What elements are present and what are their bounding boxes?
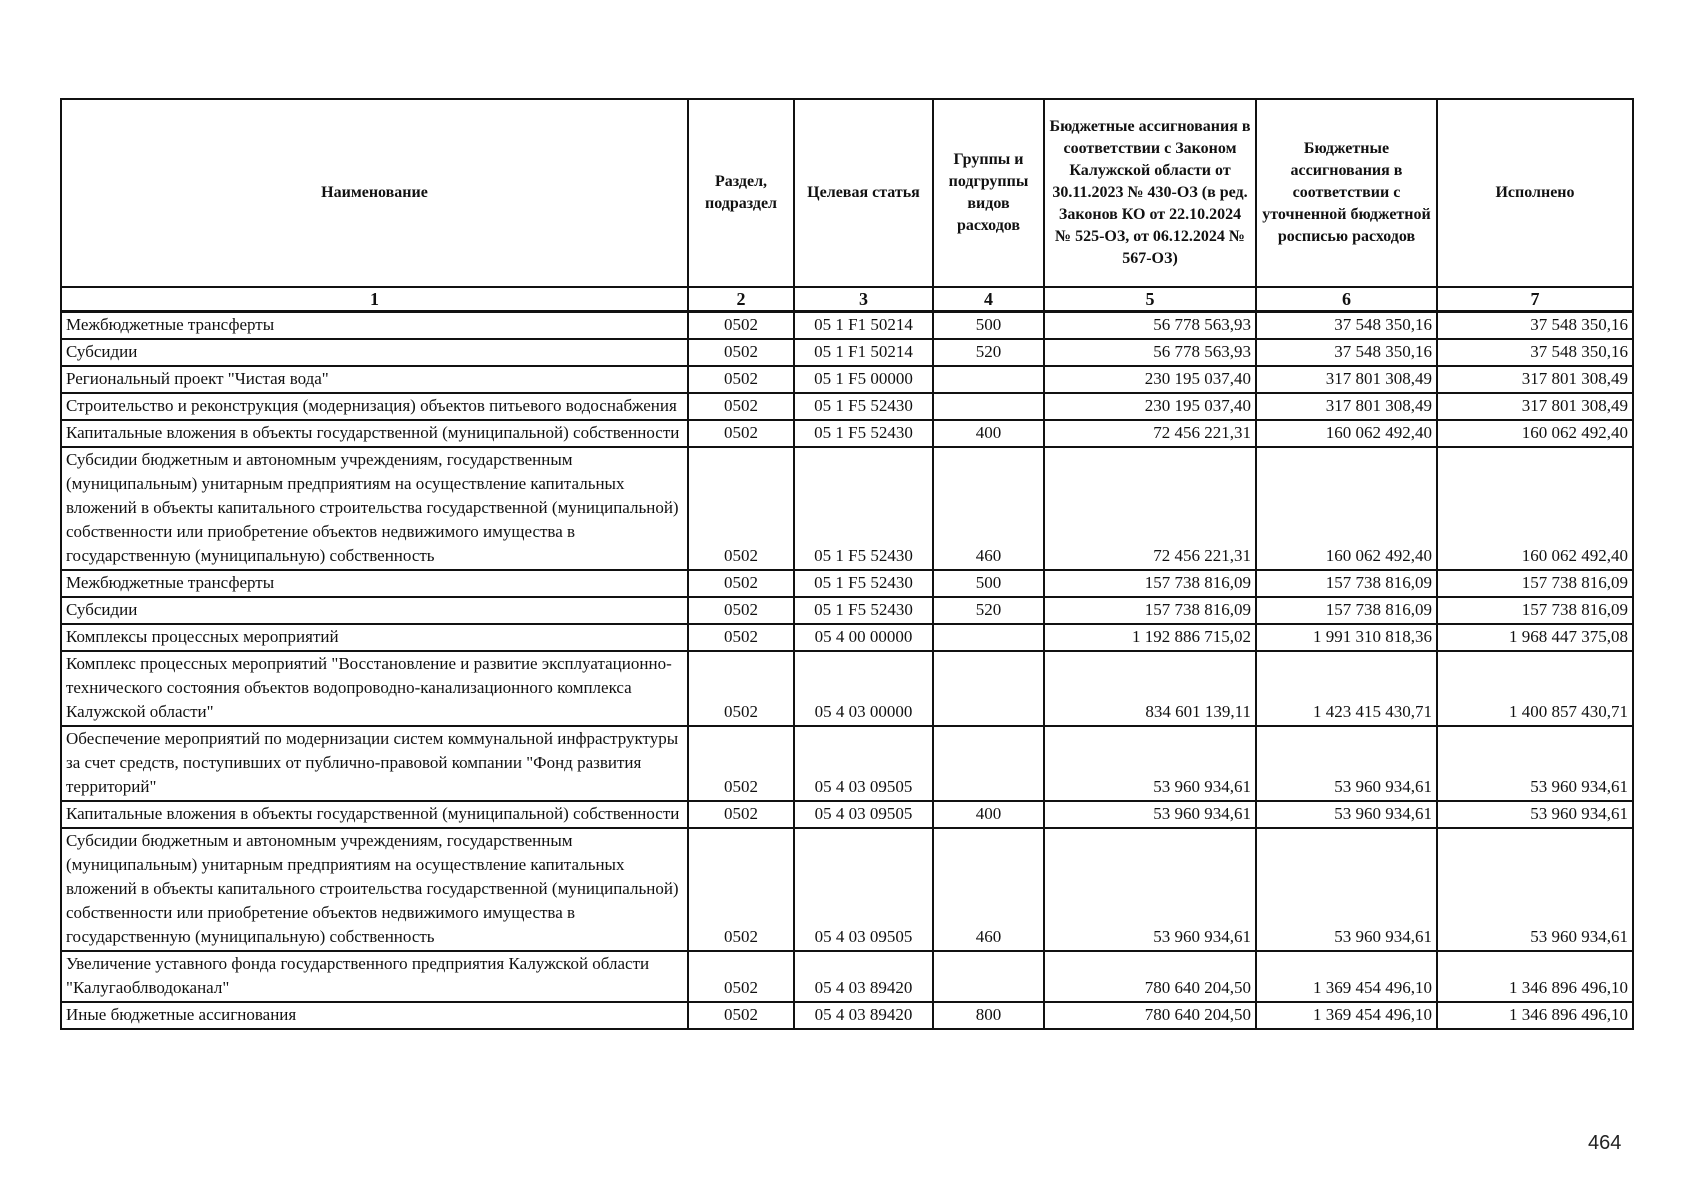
row-target: 05 1 F5 52430 xyxy=(794,597,933,624)
row-section: 0502 xyxy=(688,951,794,1002)
row-group xyxy=(933,366,1044,393)
row-name: Иные бюджетные ассигнования xyxy=(61,1002,688,1029)
table-row xyxy=(61,597,1633,624)
row-executed: 37 548 350,16 xyxy=(1437,339,1633,366)
row-assign-law: 56 778 563,93 xyxy=(1044,339,1256,366)
row-section: 0502 xyxy=(688,447,794,570)
table-row xyxy=(61,393,1633,420)
header-assign-law: Бюджетные ассигнования в соответствии с Законом Калужской области от 30.11.2023 № 430-ОЗ (в ред. Законов КО от 22.10.2024 № 525-ОЗ, от 06.12.2024 № 567-ОЗ) xyxy=(1044,99,1256,287)
row-section: 0502 xyxy=(688,726,794,801)
table-row xyxy=(61,726,1633,801)
table-row xyxy=(61,828,1633,951)
column-number: 7 xyxy=(1437,287,1633,312)
table-row xyxy=(61,801,1633,828)
header-assign-refined: Бюджетные ассигнования в соответствии с уточненной бюджетной росписью расходов xyxy=(1256,99,1437,287)
row-assign-refined: 53 960 934,61 xyxy=(1256,726,1437,801)
row-group: 400 xyxy=(933,801,1044,828)
row-assign-law: 230 195 037,40 xyxy=(1044,393,1256,420)
table-row xyxy=(61,339,1633,366)
row-executed: 160 062 492,40 xyxy=(1437,447,1633,570)
row-name: Субсидии xyxy=(61,597,688,624)
row-assign-law: 72 456 221,31 xyxy=(1044,420,1256,447)
row-section: 0502 xyxy=(688,624,794,651)
row-name: Межбюджетные трансферты xyxy=(61,312,688,340)
row-assign-refined: 157 738 816,09 xyxy=(1256,570,1437,597)
row-section: 0502 xyxy=(688,339,794,366)
header-target: Целевая статья xyxy=(794,99,933,287)
row-target: 05 4 03 89420 xyxy=(794,951,933,1002)
row-executed: 1 346 896 496,10 xyxy=(1437,951,1633,1002)
row-section: 0502 xyxy=(688,801,794,828)
row-assign-law: 780 640 204,50 xyxy=(1044,951,1256,1002)
row-group: 500 xyxy=(933,312,1044,340)
table-row xyxy=(61,312,1633,340)
row-target: 05 1 F1 50214 xyxy=(794,339,933,366)
row-assign-law: 834 601 139,11 xyxy=(1044,651,1256,726)
row-executed: 37 548 350,16 xyxy=(1437,312,1633,340)
row-name: Капитальные вложения в объекты государственной (муниципальной) собственности xyxy=(61,420,688,447)
row-assign-law: 56 778 563,93 xyxy=(1044,312,1256,340)
column-number-row xyxy=(61,287,1633,312)
table-body xyxy=(61,312,1633,1030)
row-assign-refined: 317 801 308,49 xyxy=(1256,393,1437,420)
row-section: 0502 xyxy=(688,393,794,420)
row-assign-refined: 160 062 492,40 xyxy=(1256,447,1437,570)
row-group: 800 xyxy=(933,1002,1044,1029)
row-section: 0502 xyxy=(688,570,794,597)
column-number: 4 xyxy=(933,287,1044,312)
row-target: 05 4 03 00000 xyxy=(794,651,933,726)
row-executed: 157 738 816,09 xyxy=(1437,597,1633,624)
row-group: 520 xyxy=(933,339,1044,366)
column-number: 1 xyxy=(61,287,688,312)
row-section: 0502 xyxy=(688,420,794,447)
row-assign-refined: 1 369 454 496,10 xyxy=(1256,1002,1437,1029)
row-assign-law: 1 192 886 715,02 xyxy=(1044,624,1256,651)
row-target: 05 1 F5 52430 xyxy=(794,447,933,570)
budget-table-sheet xyxy=(60,98,1632,1030)
column-number: 3 xyxy=(794,287,933,312)
row-name: Строительство и реконструкция (модернизация) объектов питьевого водоснабжения xyxy=(61,393,688,420)
row-target: 05 4 03 89420 xyxy=(794,1002,933,1029)
row-section: 0502 xyxy=(688,312,794,340)
row-assign-refined: 37 548 350,16 xyxy=(1256,339,1437,366)
row-assign-refined: 1 369 454 496,10 xyxy=(1256,951,1437,1002)
table-row xyxy=(61,447,1633,570)
row-group: 400 xyxy=(933,420,1044,447)
table-row xyxy=(61,1002,1633,1029)
row-target: 05 4 03 09505 xyxy=(794,726,933,801)
header-row xyxy=(61,99,1633,287)
header-name: Наименование xyxy=(61,99,688,287)
row-assign-refined: 160 062 492,40 xyxy=(1256,420,1437,447)
budget-table xyxy=(60,98,1634,1030)
row-assign-refined: 37 548 350,16 xyxy=(1256,312,1437,340)
header-section: Раздел, подраздел xyxy=(688,99,794,287)
row-assign-refined: 1 991 310 818,36 xyxy=(1256,624,1437,651)
row-group xyxy=(933,651,1044,726)
row-executed: 157 738 816,09 xyxy=(1437,570,1633,597)
header-executed: Исполнено xyxy=(1437,99,1633,287)
row-target: 05 1 F5 00000 xyxy=(794,366,933,393)
row-group: 460 xyxy=(933,828,1044,951)
row-name: Субсидии xyxy=(61,339,688,366)
row-assign-refined: 53 960 934,61 xyxy=(1256,801,1437,828)
row-executed: 1 400 857 430,71 xyxy=(1437,651,1633,726)
row-section: 0502 xyxy=(688,597,794,624)
row-section: 0502 xyxy=(688,1002,794,1029)
row-target: 05 4 03 09505 xyxy=(794,828,933,951)
row-group xyxy=(933,951,1044,1002)
row-section: 0502 xyxy=(688,366,794,393)
row-name: Увеличение уставного фонда государственного предприятия Калужской области "Калугаоблводоканал" xyxy=(61,951,688,1002)
row-executed: 53 960 934,61 xyxy=(1437,801,1633,828)
row-executed: 53 960 934,61 xyxy=(1437,828,1633,951)
row-name: Субсидии бюджетным и автономным учреждениям, государственным (муниципальным) унитарным предприятиям на осуществление капитальных вложений в объекты капитального строительства государственной (муниципальной) собственности или приобретение объектов недвижимого имущества в государственную (муниципальную) собственность xyxy=(61,828,688,951)
row-assign-law: 780 640 204,50 xyxy=(1044,1002,1256,1029)
row-name: Комплекс процессных мероприятий "Восстановление и развитие эксплуатационно-технического состояния объектов водопроводно-канализационного комплекса Калужской области" xyxy=(61,651,688,726)
row-executed: 1 968 447 375,08 xyxy=(1437,624,1633,651)
row-executed: 160 062 492,40 xyxy=(1437,420,1633,447)
column-number: 6 xyxy=(1256,287,1437,312)
page-number: 464 xyxy=(1588,1132,1622,1154)
row-assign-refined: 157 738 816,09 xyxy=(1256,597,1437,624)
row-assign-law: 53 960 934,61 xyxy=(1044,828,1256,951)
row-assign-law: 53 960 934,61 xyxy=(1044,726,1256,801)
row-group xyxy=(933,726,1044,801)
row-group: 520 xyxy=(933,597,1044,624)
row-executed: 1 346 896 496,10 xyxy=(1437,1002,1633,1029)
row-section: 0502 xyxy=(688,828,794,951)
table-row xyxy=(61,366,1633,393)
row-assign-law: 157 738 816,09 xyxy=(1044,570,1256,597)
row-section: 0502 xyxy=(688,651,794,726)
table-row xyxy=(61,624,1633,651)
table-row xyxy=(61,570,1633,597)
row-executed: 317 801 308,49 xyxy=(1437,393,1633,420)
row-group xyxy=(933,393,1044,420)
header-groups: Группы и подгруппы видов расходов xyxy=(933,99,1044,287)
row-executed: 317 801 308,49 xyxy=(1437,366,1633,393)
row-group: 500 xyxy=(933,570,1044,597)
row-target: 05 1 F1 50214 xyxy=(794,312,933,340)
row-group xyxy=(933,624,1044,651)
table-row xyxy=(61,651,1633,726)
row-target: 05 4 03 09505 xyxy=(794,801,933,828)
row-assign-law: 230 195 037,40 xyxy=(1044,366,1256,393)
row-name: Комплексы процессных мероприятий xyxy=(61,624,688,651)
row-name: Региональный проект "Чистая вода" xyxy=(61,366,688,393)
row-group: 460 xyxy=(933,447,1044,570)
row-assign-refined: 53 960 934,61 xyxy=(1256,828,1437,951)
column-number: 2 xyxy=(688,287,794,312)
row-target: 05 1 F5 52430 xyxy=(794,570,933,597)
row-assign-law: 53 960 934,61 xyxy=(1044,801,1256,828)
row-name: Межбюджетные трансферты xyxy=(61,570,688,597)
row-target: 05 1 F5 52430 xyxy=(794,420,933,447)
table-row xyxy=(61,420,1633,447)
row-target: 05 1 F5 52430 xyxy=(794,393,933,420)
row-assign-refined: 317 801 308,49 xyxy=(1256,366,1437,393)
row-name: Капитальные вложения в объекты государственной (муниципальной) собственности xyxy=(61,801,688,828)
row-assign-refined: 1 423 415 430,71 xyxy=(1256,651,1437,726)
row-target: 05 4 00 00000 xyxy=(794,624,933,651)
column-number: 5 xyxy=(1044,287,1256,312)
row-assign-law: 72 456 221,31 xyxy=(1044,447,1256,570)
row-name: Обеспечение мероприятий по модернизации систем коммунальной инфраструктуры за счет средств, поступивших от публично-правовой компании "Фонд развития территорий" xyxy=(61,726,688,801)
row-name: Субсидии бюджетным и автономным учреждениям, государственным (муниципальным) унитарным предприятиям на осуществление капитальных вложений в объекты капитального строительства государственной (муниципальной) собственности или приобретение объектов недвижимого имущества в государственную (муниципальную) собственность xyxy=(61,447,688,570)
row-assign-law: 157 738 816,09 xyxy=(1044,597,1256,624)
row-executed: 53 960 934,61 xyxy=(1437,726,1633,801)
table-row xyxy=(61,951,1633,1002)
